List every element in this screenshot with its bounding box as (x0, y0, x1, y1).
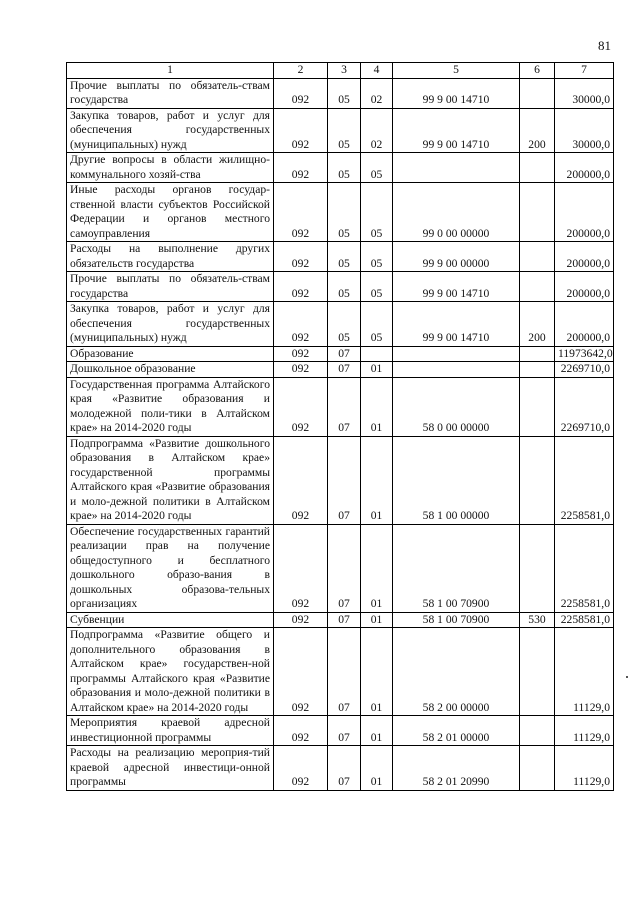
row-ministry-code: 092 (274, 153, 328, 183)
row-name: Закупка товаров, работ и услуг для обеспечения государственных (муниципальных) нужд (67, 108, 274, 153)
row-target-code: 58 2 00 00000 (393, 628, 520, 716)
row-target-code: 58 2 01 20990 (393, 746, 520, 791)
row-amount: 2258581,0 (555, 436, 614, 524)
row-target-code (393, 362, 520, 378)
budget-table (66, 62, 614, 791)
row-name: Прочие выплаты по обязатель-ствам государства (67, 272, 274, 302)
table-row (67, 524, 614, 612)
table-row (67, 716, 614, 746)
row-expense-type-code: 200 (520, 302, 555, 347)
row-amount: 30000,0 (555, 108, 614, 153)
row-section-code: 05 (328, 302, 361, 347)
row-name: Расходы на выполнение других обязательств государства (67, 242, 274, 272)
row-subsection-code: 01 (361, 628, 393, 716)
row-ministry-code: 092 (274, 272, 328, 302)
table-header (67, 63, 614, 79)
row-ministry-code: 092 (274, 746, 328, 791)
row-name: Подпрограмма «Развитие общего и дополнительного образования в Алтайском крае» государствен-ной программы Алтайского края «Развитие образования и моло-дежной политики в Алтайском крае» на 2014-2020 годы (67, 628, 274, 716)
row-section-code: 07 (328, 524, 361, 612)
scan-speck (626, 676, 628, 678)
row-ministry-code: 092 (274, 242, 328, 272)
row-target-code: 58 0 00 00000 (393, 377, 520, 436)
row-amount: 200000,0 (555, 272, 614, 302)
header-row (67, 63, 614, 79)
row-name: Иные расходы органов государ-ственной власти субъектов Российской Федерации и органов местного самоуправления (67, 183, 274, 242)
row-name: Субвенции (67, 612, 274, 628)
row-name: Прочие выплаты по обязатель-ствам государства (67, 78, 274, 108)
row-target-code: 99 9 00 14710 (393, 108, 520, 153)
row-section-code: 05 (328, 108, 361, 153)
row-name: Государственная программа Алтайского края «Развитие образования и молодежной поли-тики в Алтайском крае» на 2014-2020 годы (67, 377, 274, 436)
row-name: Подпрограмма «Развитие дошкольного образования в Алтайском крае» государственной программы Алтайского края «Развитие образования и моло-дежной политики в Алтайском крае» на 2014-2020 годы (67, 436, 274, 524)
row-name: Обеспечение государственных гарантий реализации прав на получение общедоступного и бесплатного дошкольного образо-вания в дошкольных образова-тельных организациях (67, 524, 274, 612)
column-header: 4 (361, 63, 393, 79)
row-subsection-code: 05 (361, 183, 393, 242)
row-name: Мероприятия краевой адресной инвестиционной программы (67, 716, 274, 746)
column-header: 1 (67, 63, 274, 79)
row-expense-type-code (520, 436, 555, 524)
table-row (67, 272, 614, 302)
row-expense-type-code (520, 153, 555, 183)
row-subsection-code: 01 (361, 436, 393, 524)
row-expense-type-code (520, 362, 555, 378)
row-subsection-code: 01 (361, 716, 393, 746)
row-target-code: 58 1 00 70900 (393, 612, 520, 628)
row-amount: 11129,0 (555, 716, 614, 746)
row-expense-type-code (520, 377, 555, 436)
row-name: Дошкольное образование (67, 362, 274, 378)
row-target-code: 58 1 00 70900 (393, 524, 520, 612)
table-row (67, 377, 614, 436)
row-target-code: 99 0 00 00000 (393, 183, 520, 242)
row-section-code: 07 (328, 346, 361, 362)
row-ministry-code: 092 (274, 716, 328, 746)
column-header: 3 (328, 63, 361, 79)
table-row (67, 628, 614, 716)
row-target-code: 99 9 00 14710 (393, 272, 520, 302)
row-ministry-code: 092 (274, 612, 328, 628)
row-amount: 11129,0 (555, 628, 614, 716)
row-expense-type-code (520, 628, 555, 716)
row-section-code: 07 (328, 362, 361, 378)
row-amount: 200000,0 (555, 153, 614, 183)
row-expense-type-code (520, 346, 555, 362)
row-expense-type-code (520, 746, 555, 791)
row-section-code: 05 (328, 78, 361, 108)
row-name: Закупка товаров, работ и услуг для обеспечения государственных (муниципальных) нужд (67, 302, 274, 347)
table-row (67, 746, 614, 791)
row-amount: 2269710,0 (555, 362, 614, 378)
row-subsection-code: 01 (361, 377, 393, 436)
row-subsection-code: 01 (361, 612, 393, 628)
row-expense-type-code (520, 183, 555, 242)
row-expense-type-code: 200 (520, 108, 555, 153)
row-expense-type-code (520, 716, 555, 746)
row-target-code (393, 153, 520, 183)
row-subsection-code: 01 (361, 746, 393, 791)
row-subsection-code: 02 (361, 108, 393, 153)
row-ministry-code: 092 (274, 346, 328, 362)
row-subsection-code: 01 (361, 524, 393, 612)
row-section-code: 05 (328, 153, 361, 183)
table-row (67, 153, 614, 183)
row-name: Расходы на реализацию мероприя-тий краевой адресной инвестици-онной программы (67, 746, 274, 791)
table-row (67, 362, 614, 378)
row-target-code (393, 346, 520, 362)
row-expense-type-code (520, 524, 555, 612)
column-header: 5 (393, 63, 520, 79)
row-amount: 200000,0 (555, 302, 614, 347)
row-section-code: 07 (328, 746, 361, 791)
row-subsection-code: 02 (361, 78, 393, 108)
table-row (67, 612, 614, 628)
row-section-code: 05 (328, 272, 361, 302)
row-ministry-code: 092 (274, 524, 328, 612)
row-subsection-code: 05 (361, 153, 393, 183)
page-number: 81 (598, 38, 611, 53)
row-ministry-code: 092 (274, 628, 328, 716)
column-header: 7 (555, 63, 614, 79)
row-expense-type-code (520, 78, 555, 108)
row-name: Образование (67, 346, 274, 362)
row-amount: 2269710,0 (555, 377, 614, 436)
table-row (67, 302, 614, 347)
row-expense-type-code (520, 242, 555, 272)
row-section-code: 07 (328, 612, 361, 628)
row-amount: 11973642,0 (555, 346, 614, 362)
table-body (67, 78, 614, 790)
row-subsection-code (361, 346, 393, 362)
row-subsection-code: 01 (361, 362, 393, 378)
row-amount: 200000,0 (555, 242, 614, 272)
row-ministry-code: 092 (274, 108, 328, 153)
table-row (67, 436, 614, 524)
row-ministry-code: 092 (274, 78, 328, 108)
row-expense-type-code: 530 (520, 612, 555, 628)
row-expense-type-code (520, 272, 555, 302)
row-amount: 200000,0 (555, 183, 614, 242)
row-target-code: 58 1 00 00000 (393, 436, 520, 524)
row-amount: 11129,0 (555, 746, 614, 791)
row-ministry-code: 092 (274, 377, 328, 436)
row-ministry-code: 092 (274, 302, 328, 347)
column-header: 2 (274, 63, 328, 79)
row-target-code: 99 9 00 00000 (393, 242, 520, 272)
row-section-code: 05 (328, 242, 361, 272)
row-name: Другие вопросы в области жилищно-коммунального хозяй-ства (67, 153, 274, 183)
row-subsection-code: 05 (361, 272, 393, 302)
table-row (67, 78, 614, 108)
row-section-code: 05 (328, 183, 361, 242)
row-target-code: 58 2 01 00000 (393, 716, 520, 746)
row-amount: 2258581,0 (555, 612, 614, 628)
row-section-code: 07 (328, 436, 361, 524)
row-ministry-code: 092 (274, 362, 328, 378)
row-amount: 2258581,0 (555, 524, 614, 612)
table-row (67, 346, 614, 362)
row-target-code: 99 9 00 14710 (393, 78, 520, 108)
row-ministry-code: 092 (274, 183, 328, 242)
row-target-code: 99 9 00 14710 (393, 302, 520, 347)
table-row (67, 242, 614, 272)
table-row (67, 108, 614, 153)
row-ministry-code: 092 (274, 436, 328, 524)
row-subsection-code: 05 (361, 242, 393, 272)
table-row (67, 183, 614, 242)
row-amount: 30000,0 (555, 78, 614, 108)
row-section-code: 07 (328, 716, 361, 746)
row-subsection-code: 05 (361, 302, 393, 347)
row-section-code: 07 (328, 377, 361, 436)
row-section-code: 07 (328, 628, 361, 716)
column-header: 6 (520, 63, 555, 79)
